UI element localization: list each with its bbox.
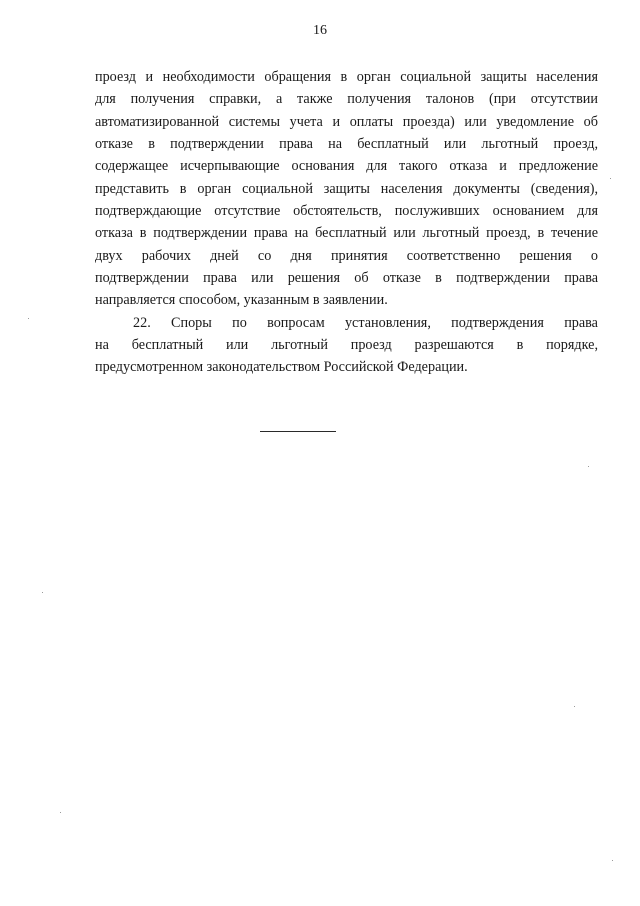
text-line: содержащее исчерпывающие основания для такого отказа и предложение [95, 158, 598, 175]
text-line: отказе в подтверждении права на бесплатный или льготный проезд, [95, 136, 598, 153]
text-line: предусмотренном законодательством Российской Федерации. [95, 359, 468, 376]
text-line: подтверждающие отсутствие обстоятельств, послуживших основанием для [95, 203, 598, 220]
paragraph-22 [95, 312, 598, 379]
scan-speck [588, 466, 589, 467]
text-line: направляется способом, указанным в заявлении. [95, 292, 388, 309]
scan-speck [610, 178, 611, 179]
body-text [95, 66, 598, 379]
text-line: подтверждении права или решения об отказе в подтверждении права [95, 270, 598, 287]
scan-speck [28, 318, 29, 319]
text-line: автоматизированной системы учета и оплаты проезда) или уведомление об [95, 113, 598, 130]
text-line: 22. Споры по вопросам установления, подтверждения права [133, 314, 598, 331]
text-line: представить в орган социальной защиты населения документы (сведения), [95, 180, 598, 197]
text-line: проезд и необходимости обращения в орган социальной защиты населения [95, 69, 598, 85]
scan-speck [42, 592, 43, 593]
page-number: 16 [313, 23, 327, 38]
scan-speck [60, 812, 61, 813]
text-line: на бесплатный или льготный проезд разрешаются в порядке, [95, 337, 598, 354]
end-separator-line [260, 431, 336, 432]
text-line: для получения справки, а также получения талонов (при отсутствии [95, 91, 598, 108]
text-line: отказа в подтверждении права на бесплатный или льготный проезд, в течение [95, 225, 598, 242]
scan-speck [612, 860, 613, 861]
paragraph-continuation [95, 66, 598, 312]
scan-speck [574, 706, 575, 707]
text-line: двух рабочих дней со дня принятия соответственно решения о [95, 247, 598, 264]
